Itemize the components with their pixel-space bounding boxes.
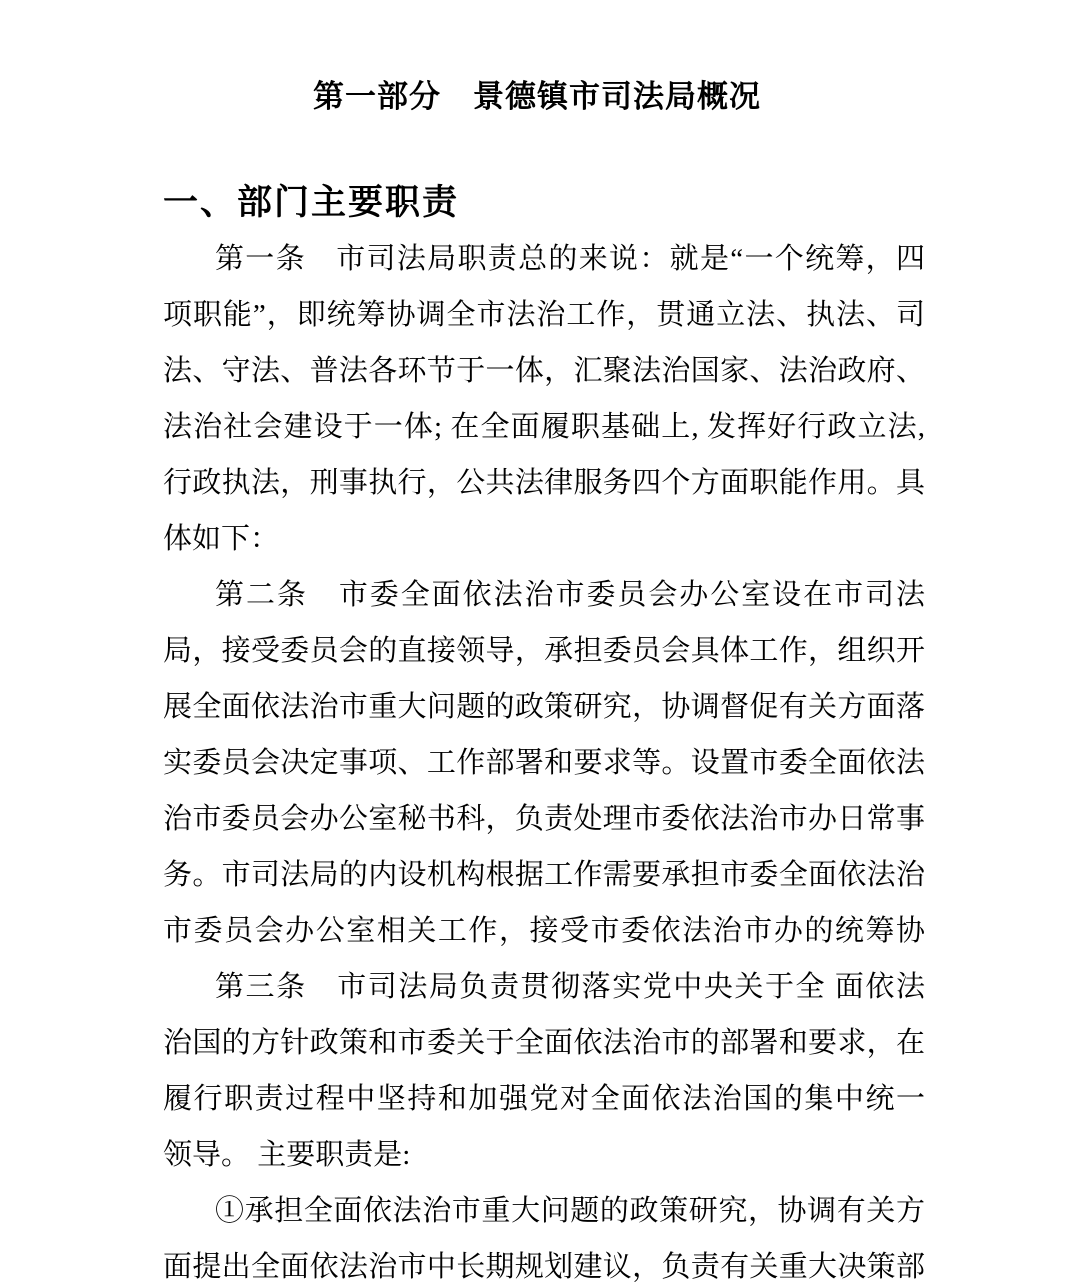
text-line: 第三条 市司法局负责贯彻落实党中央关于全 面依法 bbox=[215, 971, 925, 1003]
text-line: 局，接受委员会的直接领导，承担委员会具体工作，组织开 bbox=[163, 635, 925, 667]
text-line: ①承担全面依法治市重大问题的政策研究，协调有关方 bbox=[215, 1195, 925, 1227]
text-line: 体如下： bbox=[163, 523, 280, 555]
text-line: 领导。 主要职责是: bbox=[163, 1139, 411, 1171]
document-body bbox=[163, 231, 925, 1288]
text-line: 面提出全面依法治市中长期规划建议，负责有关重大决策部 bbox=[163, 1251, 925, 1283]
section-heading: 一、部门主要职责 bbox=[163, 183, 460, 222]
text-line: 行政执法，刑事执行，公共法律服务四个方面职能作用。具 bbox=[163, 467, 925, 499]
text-line: 法、守法、普法各环节于一体，汇聚法治国家、法治政府、 bbox=[163, 355, 925, 387]
text-line: 法治社会建设于一体; 在全面履职基础上, 发挥好行政立法, bbox=[163, 411, 925, 443]
text-line: 实委员会决定事项、工作部署和要求等。设置市委全面依法 bbox=[163, 747, 925, 779]
text-line: 治国的方针政策和市委关于全面依法治市的部署和要求，在 bbox=[163, 1027, 925, 1059]
text-line: 履行职责过程中坚持和加强党对全面依法治国的集中统一 bbox=[163, 1083, 925, 1115]
text-line: 务。市司法局的内设机构根据工作需要承担市委全面依法治 bbox=[163, 859, 925, 891]
text-line: 第二条 市委全面依法治市委员会办公室设在市司法 bbox=[215, 579, 925, 611]
text-line: 展全面依法治市重大问题的政策研究，协调督促有关方面落 bbox=[163, 691, 925, 723]
text-line: 第一条 市司法局职责总的来说：就是“一个统筹，四 bbox=[215, 243, 925, 275]
text-line: 项职能”，即统筹协调全市法治工作，贯通立法、执法、司 bbox=[163, 299, 925, 331]
text-line: 治市委员会办公室秘书科，负责处理市委依法治市办日常事 bbox=[163, 803, 925, 835]
document-title: 第一部分 景德镇市司法局概况 bbox=[313, 79, 761, 114]
text-line: 市委员会办公室相关工作，接受市委依法治市办的统筹协 bbox=[163, 915, 925, 947]
